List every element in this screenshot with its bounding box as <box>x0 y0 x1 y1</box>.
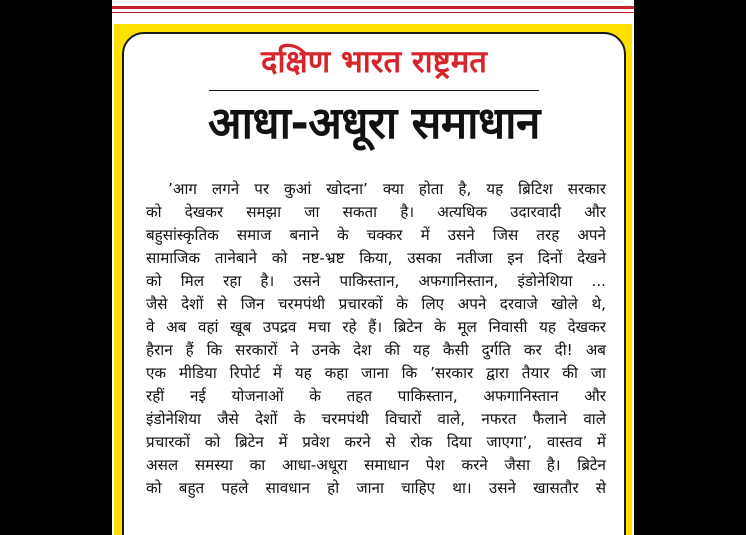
body-line: वे अब वहां खूब उपद्रव मचा रहे हैं। ब्रिटेन के मूल निवासी यह देखकर <box>146 318 606 336</box>
body-line: रहीं नई योजनाओं के तहत पाकिस्तान, अफगानिस्तान और <box>146 387 606 405</box>
body-line: जैसे देशों से जिन चरमपंथी प्रचारकों के लिए अपने दरवाजे खोले थे, <box>146 295 606 313</box>
body-line: बहुसांस्कृतिक समाज बनाने के चक्कर में उसने जिस तरह अपने <box>146 226 606 244</box>
masthead-divider <box>209 90 539 91</box>
editorial-box <box>122 32 626 535</box>
editorial-frame <box>114 24 632 535</box>
body-line: को देखकर समझा जा सकता है। अत्यधिक उदारवादी और <box>146 203 606 221</box>
masthead-title: दक्षिण भारत राष्ट्रमत <box>261 44 487 80</box>
body-line: एक मीडिया रिपोर्ट में यह कहा जाना कि ’सरकार द्वारा तैयार की जा <box>146 364 606 382</box>
top-red-rule <box>112 6 634 9</box>
editorial-body <box>146 178 606 500</box>
body-line: सामाजिक तानेबाने को नष्ट-भ्रष्ट किया, उसका नतीजा इन दिनों देखने <box>146 249 606 267</box>
top-red-hairline <box>112 12 634 13</box>
editorial-headline: आधा-अधूरा समाधान <box>208 98 540 149</box>
body-line: हैरान हैं कि सरकारों ने उनके देश की यह कैसी दुर्गति कर दी! अब <box>146 341 606 359</box>
body-line: प्रचारकों को ब्रिटेन में प्रवेश करने से रोक दिया जाएगा’, वास्तव में <box>146 433 606 451</box>
body-line: असल समस्या का आधा-अधूरा समाधान पेश करने जैसा है। ब्रिटेन <box>146 456 606 474</box>
body-line: को मिल रहा है। उसने पाकिस्तान, अफगानिस्तान, इंडोनेशिया ... <box>146 272 606 290</box>
body-line: ’आग लगने पर कुआं खोदना’ क्या होता है, यह ब्रिटिश सरकार <box>168 180 606 198</box>
body-line: इंडोनेशिया जैसे देशों के चरमपंथी विचारों वाले, नफरत फैलाने वाले <box>146 410 606 428</box>
body-line: को बहुत पहले सावधान हो जाना चाहिए था। उसने खासतौर से <box>146 479 606 497</box>
newspaper-clipping <box>112 0 634 535</box>
